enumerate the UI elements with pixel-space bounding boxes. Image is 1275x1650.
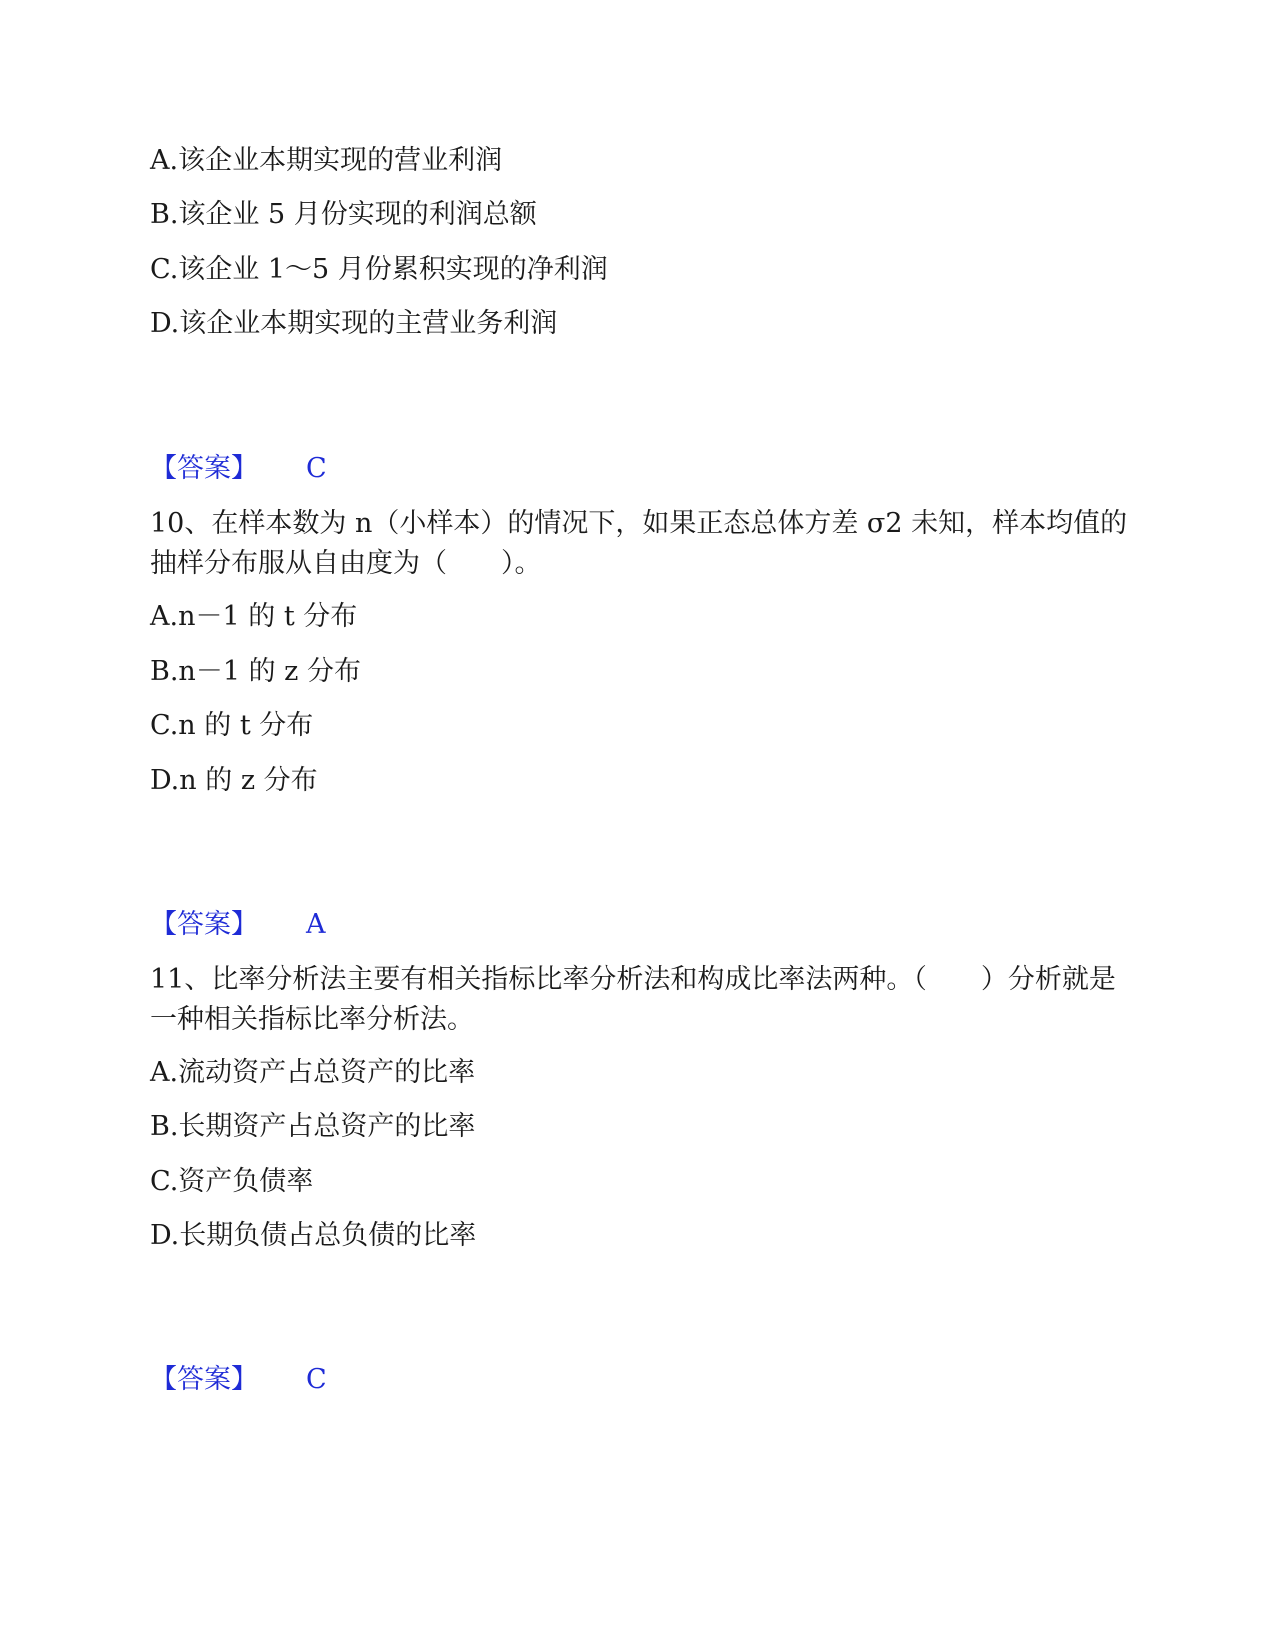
q11-option-d: D.长期负债占总负债的比率 <box>150 1220 477 1251</box>
q10-option-d: D.n 的 z 分布 <box>150 765 318 796</box>
answer-value: C <box>306 1364 327 1395</box>
answer-label: 【答案】 <box>150 909 258 940</box>
q10-option-c: C.n 的 t 分布 <box>150 710 314 741</box>
prev-option-d: D.该企业本期实现的主营业务利润 <box>150 308 558 339</box>
prev-option-b: B.该企业 5 月份实现的利润总额 <box>150 199 537 230</box>
q11-option-a: A.流动资产占总资产的比率 <box>150 1057 476 1088</box>
answer-label: 【答案】 <box>150 1364 258 1395</box>
q11-stem: 11、比率分析法主要有相关指标比率分析法和构成比率法两种。（ ）分析就是一种相关指标比率分析法。 <box>150 964 1116 1035</box>
answer-value: C <box>306 453 327 484</box>
answer-value: A <box>306 909 326 940</box>
q11-option-b: B.长期资产占总资产的比率 <box>150 1111 476 1142</box>
q11-answer <box>150 1362 327 1398</box>
answer-label: 【答案】 <box>150 453 258 484</box>
q10-answer <box>150 907 326 943</box>
q10-option-b: B.n－1 的 z 分布 <box>150 656 361 687</box>
prev-option-a: A.该企业本期实现的营业利润 <box>150 145 503 176</box>
prev-answer <box>150 451 327 487</box>
q11-option-c: C.资产负债率 <box>150 1166 314 1197</box>
q10-stem: 10、在样本数为 n（小样本）的情况下，如果正态总体方差 σ2 未知，样本均值的抽样分布服从自由度为（ ）。 <box>150 508 1128 579</box>
prev-option-c: C.该企业 1～5 月份累积实现的净利润 <box>150 254 608 285</box>
q10-option-a: A.n－1 的 t 分布 <box>150 601 358 632</box>
